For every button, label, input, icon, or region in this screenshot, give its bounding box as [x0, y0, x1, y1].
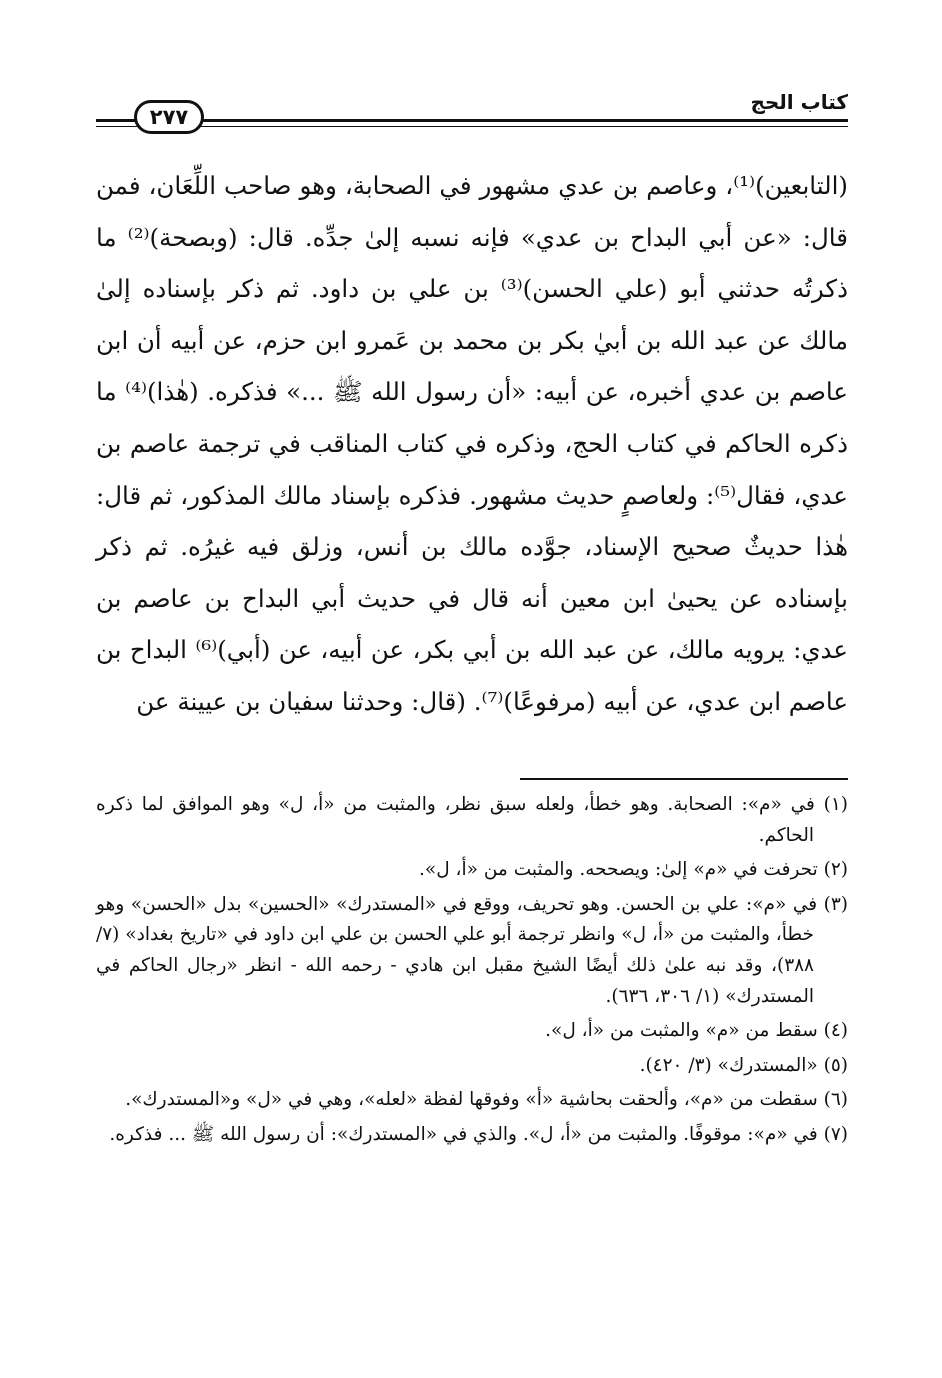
header-rule — [96, 119, 848, 122]
header-rule-thin — [96, 126, 848, 127]
footnote-6: (٦) سقطت من «م»، وألحقت بحاشية «أ» وفوقها لفظة «لعله»، وهي في «ل» و«المستدرك». — [125, 1089, 848, 1111]
footnote-1: (١) في «م»: الصحابة. وهو خطأ، ولعله سبق نظر، والمثبت من «أ، ل» وهو الموافق لما ذكره الحاكم. — [96, 794, 848, 846]
footnote-7: (٧) في «م»: موقوفًا. والمثبت من «أ، ل». والذي في «المستدرك»: أن رسول الله ﷺ ... فذكره. — [109, 1123, 848, 1145]
body-text: (التابعين)⁽¹⁾، وعاصم بن عدي مشهور في الصحابة، وهو صاحب اللِّعَان، فمن قال: «عن أبي البداح بن عدي» فإنه نسبه إلىٰ جدِّه. قال: (وبصحة)⁽²⁾ ما ذكرتُه حدثني أبو (علي الحسن)⁽³⁾ بن علي بن داود. ثم ذكر بإسناده إلىٰ مالك عن عبد الله بن أبيٰ بكر بن محمد بن عَمرو ابن حزم، عن أبيه أن ابن عاصم بن عدي أخبره، عن أبيه: «أن رسول الله ﷺ ...» فذكره. (هٰذا)⁽⁴⁾ ما ذكره الحاكم في كتاب الحج، وذكره في كتاب المناقب في ترجمة عاصم بن عدي، فقال⁽⁵⁾: ولعاصمٍ حديث مشهور. فذكره بإسناد مالك المذكور، ثم قال: هٰذا حديثٌ صحيح الإسناد، جوَّده مالك بن أنس، وزلق فيه غيرُه. ثم ذكر بإسناده عن يحيىٰ ابن معين أنه قال في حديث أبي البداح بن عاصم بن عدي: يرويه مالك، عن عبد الله بن أبي بكر، عن أبيه، عن (أبي)⁽⁶⁾ البداح بن عاصم ابن عدي، عن أبيه (مرفوعًا)⁽⁷⁾. (قال: وحدثنا سفيان بن عيينة عن — [96, 171, 849, 716]
footnote-4: (٤) سقط من «م» والمثبت من «أ، ل». — [545, 1020, 848, 1042]
footnote-5: (٥) «المستدرك» (٣/ ٤٢٠). — [639, 1054, 848, 1076]
footnote-3: (٣) في «م»: علي بن الحسن. وهو تحريف، ووقع في «المستدرك» «الحسين» بدل «الحسن» وهو خطأ، والمثبت من «أ، ل» وانظر ترجمة أبو علي الحسن بن علي ابن داود في «تاريخ بغداد» (٧/ ٣٨٨)، وقد نبه علىٰ ذلك أيضًا الشيخ مقبل ابن هادي - رحمه الله - انظر «رجال الحاكم في المستدرك» (١/ ٣٠٦، ٦٣٦). — [96, 893, 848, 1007]
footnote-separator — [520, 778, 848, 780]
footnote-2: (٢) تحرفت في «م» إلىٰ: ويصححه. والمثبت من «أ، ل». — [419, 859, 848, 881]
page-number: ٢٧٧ — [134, 100, 204, 134]
footnotes — [96, 790, 848, 1155]
chapter-title: كتاب الحج — [750, 90, 848, 114]
page-header — [96, 86, 848, 142]
